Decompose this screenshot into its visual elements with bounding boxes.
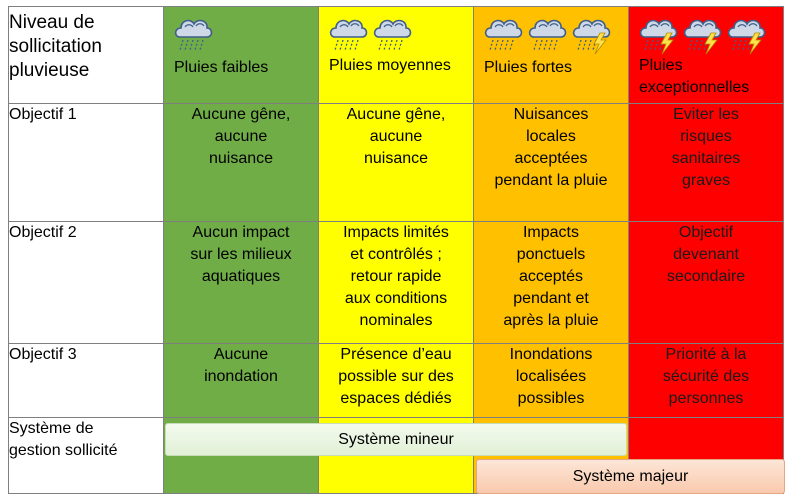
rain-cloud-icon — [172, 13, 216, 55]
minor-system-band: Système mineur — [165, 423, 627, 456]
weather-icons — [172, 13, 216, 55]
weather-icons — [327, 13, 415, 55]
storm-cloud-icon — [725, 13, 769, 55]
header-row — [9, 7, 784, 104]
objective-cell: Aucune gêne, aucune nuisance — [164, 104, 319, 222]
storm-cloud-icon — [681, 13, 725, 55]
objective-cell: Aucune inondation — [164, 344, 319, 418]
objective-cell: Eviter les risques sanitaires graves — [629, 104, 784, 222]
objective-row — [9, 222, 784, 344]
row-label: Système de gestion sollicité — [9, 418, 164, 494]
weather-icons — [482, 13, 614, 55]
storm-cloud-icon — [570, 13, 614, 55]
level-header-exceptionnelles — [629, 7, 784, 104]
objective-cell: Nuisances locales acceptées pendant la pluie — [474, 104, 629, 222]
rain-cloud-icon — [327, 13, 371, 55]
header-row-label: Niveau de sollicitation pluvieuse — [9, 7, 164, 104]
level-header-moyennes — [319, 7, 474, 104]
level-label: Pluies fortes — [484, 59, 573, 76]
storm-cloud-icon — [637, 13, 681, 55]
objective-cell: Objectif devenant secondaire — [629, 222, 784, 344]
objective-cell: Priorité à la sécurité des personnes — [629, 344, 784, 418]
objective-cell: Impacts limités et contrôlés ; retour rapide aux conditions nominales — [319, 222, 474, 344]
row-label: Objectif 1 — [9, 104, 164, 222]
level-label: Pluies moyennes — [329, 57, 451, 74]
rain-cloud-icon — [371, 13, 415, 55]
objective-row — [9, 344, 784, 418]
table — [8, 6, 784, 494]
objective-row — [9, 104, 784, 222]
objective-cell: Aucun impact sur les milieux aquatiques — [164, 222, 319, 344]
weather-icons — [637, 13, 769, 55]
level-header-faibles — [164, 7, 319, 104]
major-system-band: Système majeur — [476, 459, 785, 494]
objective-cell: Inondations localisées possibles — [474, 344, 629, 418]
level-header-fortes — [474, 7, 629, 104]
level-label: Pluies faibles — [174, 59, 269, 76]
objective-cell: Aucune gêne, aucune nuisance — [319, 104, 474, 222]
rain-cloud-icon — [526, 13, 570, 55]
objective-cell: Présence d’eau possible sur des espaces dédiés — [319, 344, 474, 418]
row-label: Objectif 2 — [9, 222, 164, 344]
level-label: Pluies exceptionnelles — [639, 57, 750, 96]
rain-cloud-icon — [482, 13, 526, 55]
row-label: Objectif 3 — [9, 344, 164, 418]
objective-cell: Impacts ponctuels acceptés pendant et après la pluie — [474, 222, 629, 344]
